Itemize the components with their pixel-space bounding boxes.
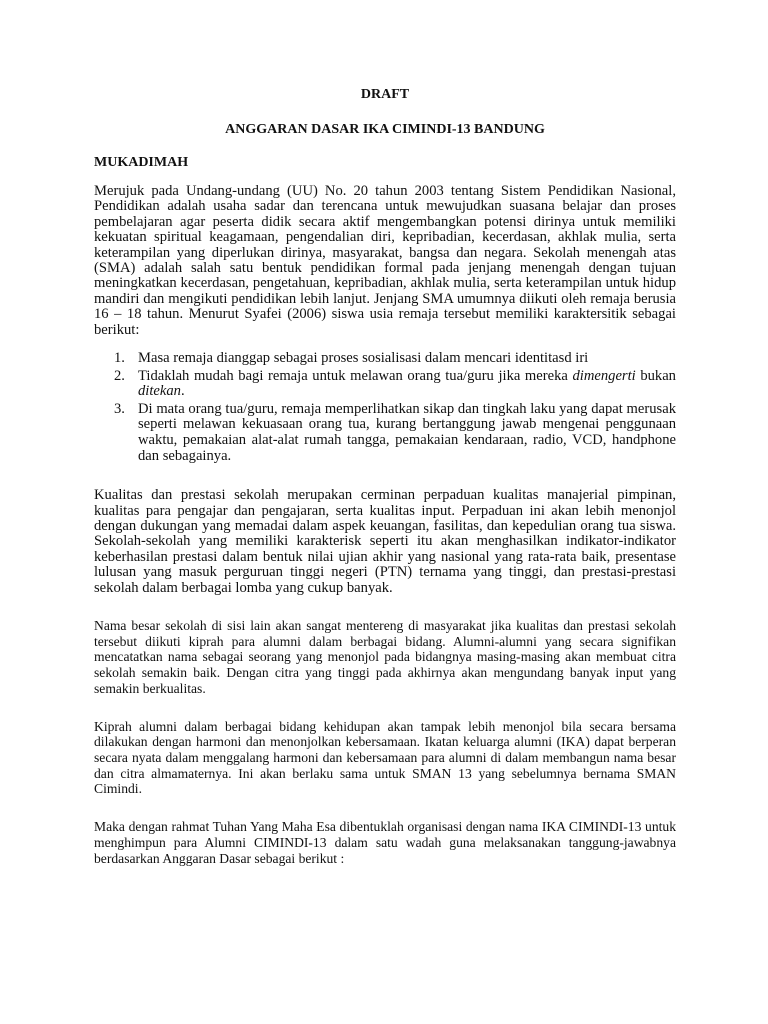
list-emphasis: ditekan [138, 383, 181, 400]
list-item [114, 400, 676, 464]
paragraph-4: Kiprah alumni dalam berbagai bidang kehidupan akan tampak lebih menonjol bila secara bersama dilakukan dengan harmoni dan menonjolkan kebersamaan. Ikatan keluarga alumni (IKA) dapat berperan secara nyata dalam menggalang harmoni dan kebersamaan para alumni di dalam membangun nama besar dan citra almamaternya. Ini akan berlaku sama untuk SMAN 13 yang sebelumnya bernama SMAN Cimindi. [94, 718, 676, 797]
characteristics-list [94, 351, 676, 464]
list-number: 2. [114, 367, 125, 384]
list-text: Di mata orang tua/guru, remaja memperlihatkan sikap dan tingkah laku yang dapat merusak seperti melawan kekuasaan orang tua, kurang bertanggung jawab mengenai penggunaan waktu, pemakaian alat-alat rumah tangga, pemakaian kendaraan, radio, VCD, handphone dan sebagainya. [138, 400, 676, 464]
list-number: 1. [114, 350, 125, 367]
list-text: bukan [635, 367, 676, 384]
paragraph-5: Maka dengan rahmat Tuhan Yang Maha Esa dibentuklah organisasi dengan nama IKA CIMINDI-13 untuk menghimpun para Alumni CIMINDI-13 dalam satu wadah guna melaksanakan tanggung-jawabnya berdasarkan Anggaran Dasar sebagai berikut : [94, 819, 676, 866]
list-item [114, 350, 676, 367]
document-body [94, 86, 676, 866]
list-text: . [180, 383, 185, 400]
document-subtitle: ANGGARAN DASAR IKA CIMINDI-13 BANDUNG [225, 122, 545, 137]
list-item [114, 367, 676, 400]
document-title: DRAFT [360, 87, 410, 102]
paragraph-3: Nama besar sekolah di sisi lain akan sangat mentereng di masyarakat jika kualitas dan prestasi sekolah tersebut diikuti kiprah para alumni dalam berbagai bidang. Alumni-alumni yang secara signifikan mencatatkan nama sebagai seorang yang menonjol pada bidangnya masing-masing akan membuat citra sekolah semakin baik. Dengan citra yang tinggi pada akhirnya akan mengundang banyak input yang semakin berkualitas. [94, 618, 676, 696]
paragraph-2: Kualitas dan prestasi sekolah merupakan cerminan perpaduan kualitas manajerial pimpinan, kualitas para pengajar dan pengajaran, serta kualitas input. Perpaduan ini akan lebih menonjol dengan dukungan yang memadai dalam aspek keuangan, fasilitas, dan kepedulian orang tua siswa. Sekolah-sekolah yang memiliki karakterisk seperti itu akan menghasilkan indikator-indikator keberhasilan prestasi dalam bentuk nilai ujian akhir yang nasional yang rata-rata baik, presentase lulusan yang masuk perguruan tinggi negeri (PTN) ternama yang tinggi, dan prestasi-prestasi sekolah dalam berbagai lomba yang cukup banyak. [94, 487, 676, 596]
list-text: Masa remaja dianggap sebagai proses sosialisasi dalam mencari identitasd iri [138, 350, 589, 367]
list-emphasis: dimengerti [572, 367, 636, 384]
paragraph-1: Merujuk pada Undang-undang (UU) No. 20 tahun 2003 tentang Sistem Pendidikan Nasional, Pendidikan adalah usaha sadar dan terencana untuk mewujudkan suasana belajar dan proses pembelajaran agar peserta didik secara aktif mengembangkan potensi dirinya untuk memiliki kekuatan spiritual keagamaan, pengendalian diri, kepribadian, kecerdasan, akhlak mulia, serta keterampilan yang diperlukan dirinya, masyarakat, bangsa dan negara. Sekolah menengah atas (SMA) adalah salah satu bentuk pendidikan formal pada jenjang menengah dengan tujuan meningkatkan kecerdasan, pengetahuan, kepribadian, akhlak mulia, serta keterampilan untuk hidup mandiri dan mengikuti pendidikan lebih lanjut. Jenjang SMA umumnya diikuti oleh remaja berusia 16 – 18 tahun. Menurut Syafei (2006) siswa usia remaja tersebut memiliki karaktersitik sebagai berikut: [94, 183, 676, 338]
section-heading: MUKADIMAH [94, 155, 189, 170]
list-text: Tidaklah mudah bagi remaja untuk melawan orang tua/guru jika mereka [138, 367, 573, 384]
list-number: 3. [114, 400, 125, 417]
